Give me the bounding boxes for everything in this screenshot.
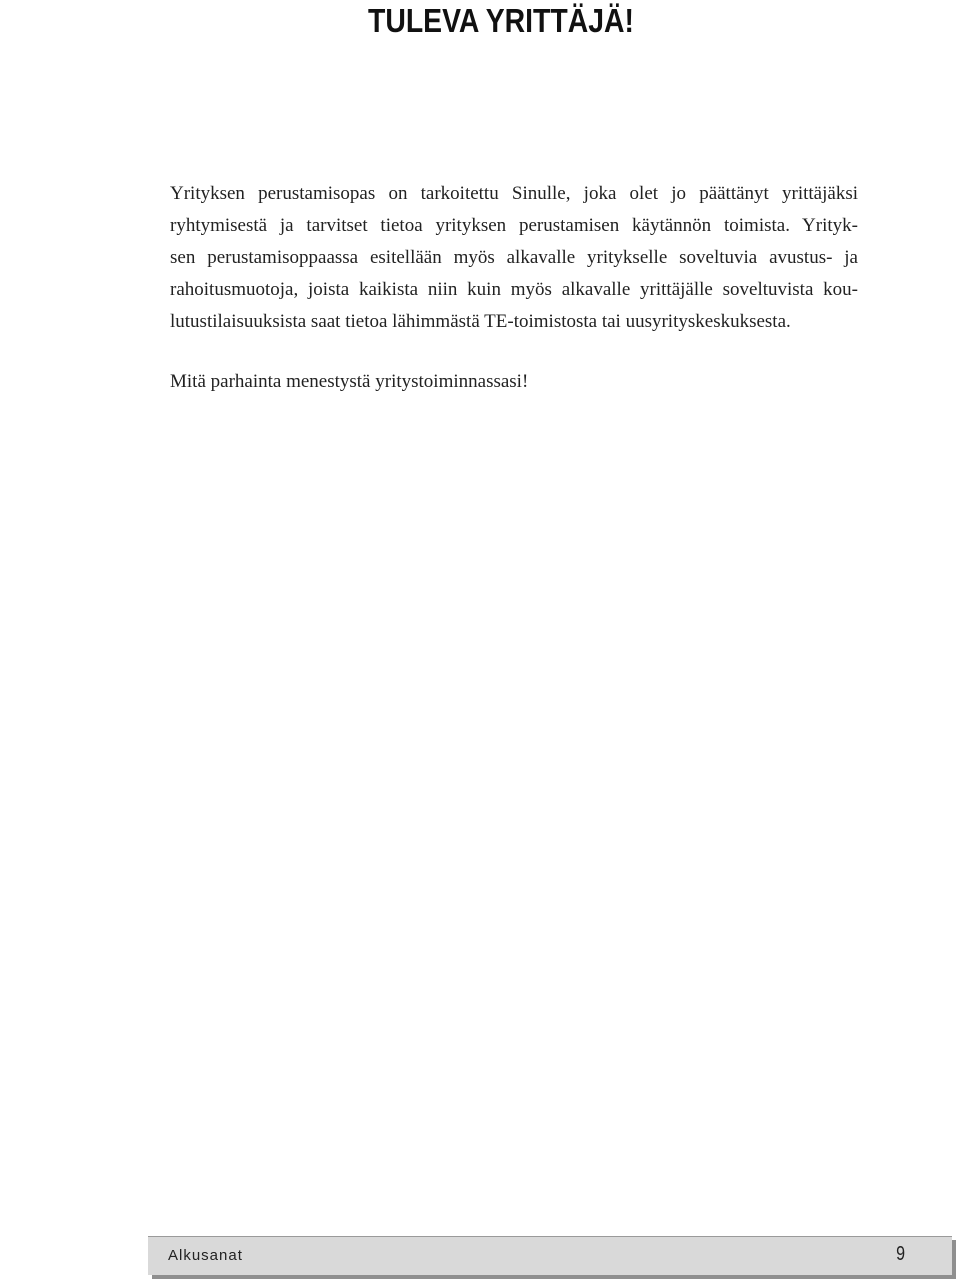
intro-paragraph	[170, 178, 858, 338]
paragraph-line: Yrityksen perustamisopas on tarkoitettu Sinulle, joka olet jo päättänyt yrittäjäksi	[170, 183, 858, 204]
paragraph-line: ryhtymisestä ja tarvitset tietoa yrityksen perustamisen käytännön toimista. Yrityk-	[170, 215, 858, 236]
paragraph-line: rahoitusmuotoja, joista kaikista niin kuin myös alkavalle yrittäjälle soveltuvista kou-	[170, 279, 858, 300]
page-title: TULEVA YRITTÄJÄ!	[368, 2, 634, 39]
intro-paragraph-text	[170, 178, 858, 338]
closing-sentence: Mitä parhainta menestystä yritystoiminnassasi!	[170, 371, 529, 392]
page-number: 9	[895, 1243, 905, 1265]
paragraph-line: sen perustamisoppaassa esitellään myös alkavalle yritykselle soveltuvia avustus- ja	[170, 247, 858, 268]
page-footer	[148, 1236, 952, 1275]
paragraph-line: lutustilaisuuksista saat tietoa lähimmästä TE-toimistosta tai uusyrityskeskuksesta.	[170, 311, 791, 332]
footer-section-label: Alkusanat	[168, 1247, 243, 1264]
